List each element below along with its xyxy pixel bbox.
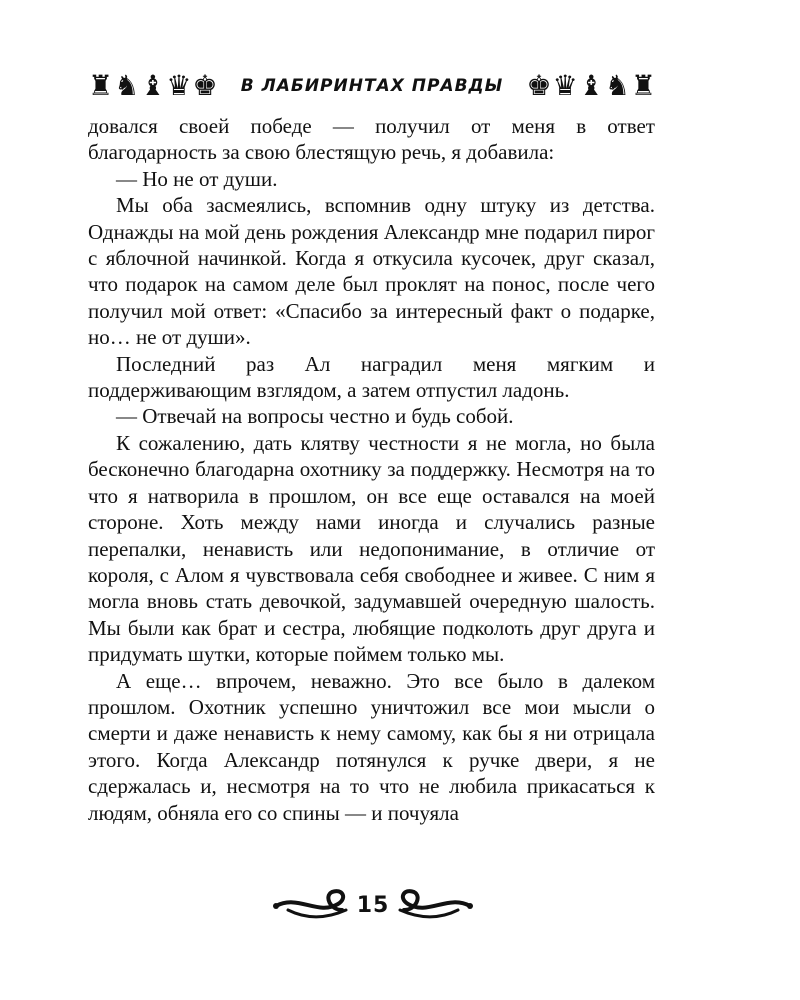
rook-icon: ♜ xyxy=(630,69,656,102)
paragraph: — Но не от души. xyxy=(116,166,278,191)
knight-icon: ♞ xyxy=(604,69,630,102)
page-number: 15 xyxy=(356,892,390,918)
queen-icon: ♛ xyxy=(552,69,578,102)
paragraph: — Отвечай на вопросы честно и будь собой. xyxy=(116,404,514,429)
left-chess-pieces xyxy=(88,66,218,106)
running-header xyxy=(88,66,656,106)
knight-icon: ♞ xyxy=(114,69,140,102)
right-chess-pieces xyxy=(526,66,656,106)
bishop-icon: ♝ xyxy=(578,69,604,102)
page-folio xyxy=(268,880,478,930)
paragraph: К сожалению, дать клятву честности я не могла, но была бесконечно благодарна охотнику за поддержку. Несмотря на то что я натворила в прошлом, он все еще оставался на моей стороне. Хоть между нами иногда и случались разные перепалки, ненависть или недопонимание, в отличие от короля, с Алом я чувствовала себя свободнее и живее. С ним я могла вновь стать девочкой, задумавшей очередную шалость. Мы были как брат и сестра, любящие подколоть друг друга и придумать шутки, которые поймем только мы. xyxy=(88,430,655,667)
paragraph: А еще… впрочем, неважно. Это все было в далеком прошлом. Охотник успешно уничтожил все мои мысли о смерти и даже ненависть к нему самому, как бы я ни отрицала этого. Когда Александр потянулся к ручке двери, я не сдержалась и, несмотря на то что не любила прикасаться к людям, обняла его со спины — и почуяла xyxy=(88,668,655,825)
paragraph: Мы оба засмеялись, вспомнив одну штуку из детства. Однажды на мой день рождения Александр мне подарил пирог с яблочной начинкой. Когда я откусила кусочек, друг сказал, что подарок на самом деле был проклят на понос, после чего получил мой ответ: «Спасибо за интересный факт о подарке, но… не от души». xyxy=(88,193,655,350)
body-text xyxy=(88,113,655,826)
king-icon: ♚ xyxy=(192,69,218,102)
paragraph: довался своей победе — получил от меня в ответ благодарность за свою блестящую речь, я добавила: xyxy=(88,114,655,165)
running-title: В ЛАБИРИНТАХ ПРАВДЫ xyxy=(240,76,504,96)
king-icon: ♚ xyxy=(526,69,552,102)
bishop-icon: ♝ xyxy=(140,69,166,102)
rook-icon: ♜ xyxy=(88,69,114,102)
paragraph: Последний раз Ал наградил меня мягким и поддерживающим взглядом, а затем отпустил ладонь. xyxy=(88,351,655,403)
queen-icon: ♛ xyxy=(166,69,192,102)
